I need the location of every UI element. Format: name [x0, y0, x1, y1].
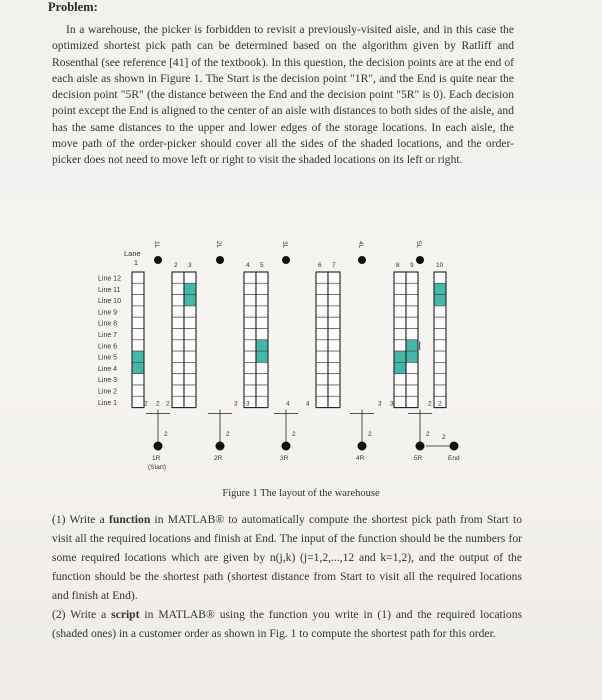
storage-location [406, 362, 418, 373]
storage-location [316, 272, 328, 283]
storage-location [244, 374, 256, 385]
aisle-distance: 4 [286, 400, 290, 408]
top-point-label: 2L [215, 241, 222, 249]
storage-location [132, 295, 144, 306]
storage-location [328, 329, 340, 340]
storage-location [172, 317, 184, 328]
storage-location [394, 272, 406, 283]
storage-location [184, 329, 196, 340]
q1-bold: function [109, 513, 151, 526]
storage-location [256, 317, 268, 328]
warehouse-figure [96, 234, 496, 486]
lane-number: 9 [410, 262, 414, 269]
text-cursor-icon: I [418, 339, 422, 353]
storage-location [394, 374, 406, 385]
shaded-location [406, 340, 418, 351]
aisle-distance: 3 [246, 400, 250, 408]
warehouse-layout-diagram [96, 234, 496, 486]
shaded-location [184, 283, 196, 294]
storage-location [256, 283, 268, 294]
top-decision-point [358, 256, 366, 264]
bottom-decision-point [358, 442, 367, 451]
storage-location [434, 329, 446, 340]
top-point-label: 5L [415, 241, 422, 249]
shaded-location [256, 351, 268, 362]
lane-header: Lane [124, 249, 141, 258]
storage-location [316, 283, 328, 294]
storage-location [256, 362, 268, 373]
lane-number: 7 [332, 262, 336, 269]
top-decision-point [154, 256, 162, 264]
bottom-decision-point [216, 442, 225, 451]
storage-location [172, 283, 184, 294]
problem-paragraph [52, 22, 514, 169]
aisle-distance: 2 [428, 400, 432, 408]
storage-location [406, 317, 418, 328]
storage-location [434, 351, 446, 362]
lane-number: 10 [436, 262, 444, 269]
storage-location [328, 317, 340, 328]
storage-location [406, 283, 418, 294]
problem-text: In a warehouse, the picker is forbidden to revisit a previously-visited aisle, and in this case the optimized shortest pick path can be determined based on the algorithm given by Ratliff and Rosenthal (see reference [41] of the textbook). In this question, the decision points are at the end of each aisle as shown in Figure 1. The Start is the decision point "1R", and the End is quite near the decision point "5R" (the distance between the End and the decision point "5R" is 0). Each decision point except the End is aligned to the center of an aisle with distances to both sides of the aisle, and has the same distances to the upper and lower edges of the storage locations. In each aisle, the move path of the order-picker should cover all the sides of the shaded locations, and the order-picker does not need to move left or right to visit the shaded locations on its left or right. [52, 23, 514, 167]
lane-number: 2 [174, 262, 178, 269]
storage-location [328, 362, 340, 373]
storage-location [394, 329, 406, 340]
aisle-distance: 3 [234, 400, 238, 408]
storage-location [328, 340, 340, 351]
storage-location [132, 396, 144, 407]
bottom-decision-point [416, 442, 425, 451]
shaded-location [394, 362, 406, 373]
shaded-location [256, 340, 268, 351]
figure-caption: Figure 1 The layout of the warehouse [222, 488, 380, 499]
storage-location [406, 374, 418, 385]
storage-location [328, 385, 340, 396]
storage-location [184, 306, 196, 317]
line-label: Line 8 [98, 320, 118, 328]
top-decision-point [282, 256, 290, 264]
storage-location [256, 329, 268, 340]
storage-location [316, 374, 328, 385]
storage-location [244, 317, 256, 328]
storage-location [394, 283, 406, 294]
storage-location [316, 340, 328, 351]
line-label: Line 1 [98, 399, 118, 407]
bottom-point-label: 3R [280, 455, 289, 462]
storage-location [394, 385, 406, 396]
top-point-label: 3L [281, 241, 288, 249]
aisle-distance: 2 [438, 400, 442, 408]
line-label: Line 12 [98, 275, 121, 283]
line-label: Line 3 [98, 377, 118, 385]
storage-location [316, 396, 328, 407]
storage-location [316, 351, 328, 362]
storage-location [328, 283, 340, 294]
storage-location [244, 385, 256, 396]
storage-location [434, 340, 446, 351]
storage-location [184, 362, 196, 373]
question-2 [52, 605, 522, 643]
storage-location [256, 272, 268, 283]
storage-location [172, 329, 184, 340]
storage-location [184, 317, 196, 328]
storage-location [132, 374, 144, 385]
storage-location [328, 374, 340, 385]
line-label: Line 4 [98, 365, 118, 373]
storage-location [244, 329, 256, 340]
storage-location [328, 306, 340, 317]
q2-bold: script [111, 608, 140, 621]
lane-number: 8 [396, 262, 400, 269]
storage-location [316, 329, 328, 340]
shaded-location [406, 351, 418, 362]
storage-location [184, 340, 196, 351]
storage-location [328, 295, 340, 306]
storage-location [244, 272, 256, 283]
shaded-location [434, 295, 446, 306]
storage-location [406, 385, 418, 396]
storage-location [244, 340, 256, 351]
start-label: (Start) [148, 464, 167, 471]
bottom-decision-point [154, 442, 163, 451]
end-point [450, 442, 459, 451]
shaded-location [434, 283, 446, 294]
storage-location [184, 351, 196, 362]
storage-location [434, 362, 446, 373]
storage-location [394, 396, 406, 407]
storage-location [184, 396, 196, 407]
lane-header-number: 1 [134, 260, 138, 267]
shaded-location [132, 351, 144, 362]
storage-location [172, 340, 184, 351]
top-decision-point [216, 256, 224, 264]
storage-location [132, 306, 144, 317]
line-label: Line 11 [98, 286, 121, 294]
storage-location [244, 351, 256, 362]
lane-number: 5 [260, 262, 264, 269]
storage-location [256, 295, 268, 306]
storage-location [172, 385, 184, 396]
q1-prefix: (1) Write a [52, 513, 110, 526]
aisle-distance: 3 [390, 400, 394, 408]
storage-location [256, 396, 268, 407]
q2-prefix: (2) Write a [52, 608, 112, 621]
storage-location [434, 374, 446, 385]
lane-number: 3 [188, 262, 192, 269]
top-point-label: 4L [357, 241, 364, 249]
storage-location [394, 306, 406, 317]
storage-location [132, 329, 144, 340]
lane-number: 4 [246, 262, 250, 269]
aisle-distance: 2 [144, 400, 148, 408]
storage-location [172, 306, 184, 317]
storage-location [244, 283, 256, 294]
storage-location [172, 351, 184, 362]
storage-location [172, 374, 184, 385]
questions-block [52, 510, 522, 643]
aisle-distance: 2 [166, 400, 170, 408]
bottom-point-label: 5R [414, 455, 423, 462]
q2-rest: in MATLAB® using the function you write in (1) and the required locations (shaded ones) in a customer order as shown in Fig. 1 to compute the shortest path for this order. [52, 608, 523, 640]
storage-location [316, 295, 328, 306]
end-distance: 2 [442, 434, 446, 441]
storage-location [328, 351, 340, 362]
storage-location [316, 306, 328, 317]
storage-location [172, 295, 184, 306]
storage-location [434, 306, 446, 317]
storage-location [132, 385, 144, 396]
shaded-location [132, 362, 144, 373]
aisle-distance: 4 [306, 400, 310, 408]
storage-location [434, 385, 446, 396]
link-distance: 2 [226, 431, 230, 438]
storage-location [394, 340, 406, 351]
storage-location [256, 385, 268, 396]
storage-location [184, 385, 196, 396]
storage-location [132, 340, 144, 351]
storage-location [406, 329, 418, 340]
storage-location [328, 272, 340, 283]
storage-location [316, 385, 328, 396]
storage-location [132, 272, 144, 283]
line-label: Line 2 [98, 388, 118, 396]
storage-location [406, 295, 418, 306]
top-point-label: 1L [153, 241, 160, 249]
problem-heading: Problem: [48, 0, 98, 14]
line-label: Line 9 [98, 309, 118, 317]
storage-location [256, 306, 268, 317]
storage-location [132, 283, 144, 294]
bottom-decision-point [282, 442, 291, 451]
storage-location [244, 295, 256, 306]
storage-location [394, 317, 406, 328]
line-label: Line 6 [98, 343, 118, 351]
storage-location [244, 306, 256, 317]
storage-location [184, 272, 196, 283]
link-distance: 2 [164, 431, 168, 438]
line-label: Line 7 [98, 332, 118, 339]
storage-location [394, 295, 406, 306]
storage-location [244, 362, 256, 373]
aisle-distance: 3 [378, 400, 382, 408]
top-decision-point [416, 256, 424, 264]
storage-location [132, 317, 144, 328]
link-distance: 2 [292, 431, 296, 438]
storage-location [172, 396, 184, 407]
bottom-point-label: 2R [214, 455, 223, 462]
end-label: End [448, 455, 460, 462]
link-distance: 2 [368, 431, 372, 438]
line-label: Line 5 [98, 354, 118, 362]
storage-location [172, 272, 184, 283]
storage-location [316, 317, 328, 328]
storage-location [434, 272, 446, 283]
storage-location [406, 272, 418, 283]
shaded-location [394, 351, 406, 362]
storage-location [406, 396, 418, 407]
storage-location [406, 306, 418, 317]
storage-location [172, 362, 184, 373]
storage-location [434, 317, 446, 328]
bottom-point-label: 1R [152, 455, 161, 462]
storage-location [316, 362, 328, 373]
aisle-distance: 2 [156, 400, 160, 408]
storage-location [328, 396, 340, 407]
bottom-point-label: 4R [356, 455, 365, 462]
lane-number: 6 [318, 262, 322, 269]
question-1 [52, 510, 522, 605]
link-distance: 2 [426, 431, 430, 438]
shaded-location [184, 295, 196, 306]
line-label: Line 10 [98, 298, 121, 306]
q1-rest: in MATLAB® to automatically compute the shortest pick path from Start to visit all the required locations and finish at End. The input of the function should be the numbers for some required locations which are given by n(j,k) (j=1,2,...,12 and k=1,2), and the output of the function should be the shortest path (shortest distance from Start to visit all the required locations and finish at End). [52, 513, 522, 602]
storage-location [184, 374, 196, 385]
storage-location [256, 374, 268, 385]
